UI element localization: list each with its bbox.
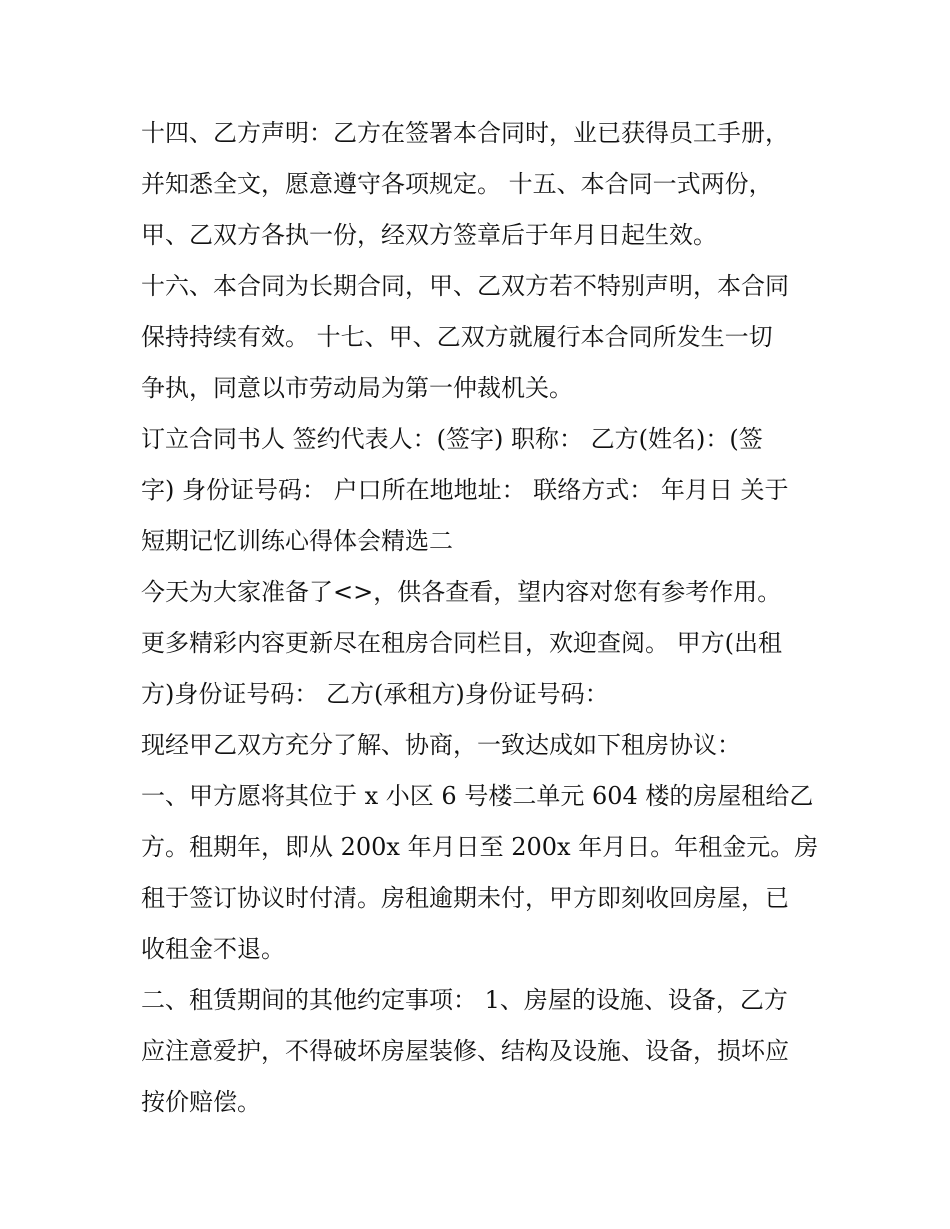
text-line: 现经甲乙双方充分了解、协商，一致达成如下租房协议： bbox=[141, 731, 741, 759]
text-line: 按价赔偿。 bbox=[141, 1088, 261, 1116]
text-line: 租于签订协议时付清。房租逾期未付，甲方即刻收回房屋，已 bbox=[141, 884, 789, 912]
document-body bbox=[141, 108, 821, 1128]
text-line: 保持持续有效。 十七、甲、乙双方就履行本合同所发生一切 bbox=[141, 323, 773, 351]
text-line: 方)身份证号码： 乙方(承租方)身份证号码： bbox=[141, 680, 609, 708]
text-line: 方。租期年，即从 200x 年月日至 200x 年月日。年租金元。房 bbox=[141, 833, 819, 861]
text-line: 收租金不退。 bbox=[141, 935, 285, 963]
text-line: 应注意爱护，不得破坏房屋装修、结构及设施、设备，损坏应 bbox=[141, 1037, 789, 1065]
text-line: 甲、乙双方各执一份，经双方签章后于年月日起生效。 bbox=[141, 221, 717, 249]
text-line: 并知悉全文，愿意遵守各项规定。 十五、本合同一式两份， bbox=[141, 170, 773, 198]
text-line: 一、甲方愿将其位于 x 小区 6 号楼二单元 604 楼的房屋租给乙 bbox=[141, 782, 814, 810]
text-line: 更多精彩内容更新尽在租房合同栏目，欢迎查阅。 甲方(出租 bbox=[141, 629, 782, 657]
text-line: 十四、乙方声明：乙方在签署本合同时，业已获得员工手册， bbox=[141, 119, 789, 147]
text-line: 订立合同书人 签约代表人：(签字) 职称： 乙方(姓名)：(签 bbox=[141, 425, 763, 453]
text-line: 十六、本合同为长期合同，甲、乙双方若不特别声明，本合同 bbox=[141, 272, 789, 300]
text-line: 今天为大家准备了<>，供各查看，望内容对您有参考作用。 bbox=[141, 578, 782, 606]
text-line: 争执，同意以市劳动局为第一仲裁机关。 bbox=[141, 374, 573, 402]
text-line: 二、租赁期间的其他约定事项： 1、房屋的设施、设备，乙方 bbox=[141, 986, 788, 1014]
text-line: 短期记忆训练心得体会精选二 bbox=[141, 527, 453, 555]
text-line: 字) 身份证号码： 户口所在地地址： 联络方式： 年月日 关于 bbox=[141, 476, 789, 504]
